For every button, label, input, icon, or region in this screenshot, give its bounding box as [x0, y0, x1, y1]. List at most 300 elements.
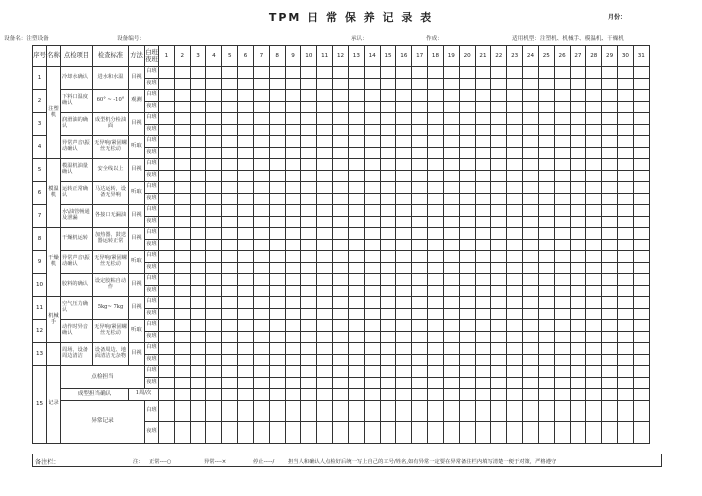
check-cell[interactable]: [206, 343, 222, 355]
check-cell[interactable]: [459, 285, 475, 297]
check-cell[interactable]: [380, 239, 396, 251]
check-cell[interactable]: [443, 124, 459, 136]
check-cell[interactable]: [443, 343, 459, 355]
check-cell[interactable]: [348, 343, 364, 355]
check-cell[interactable]: [301, 308, 317, 320]
check-cell[interactable]: [491, 78, 507, 90]
check-cell[interactable]: [538, 159, 554, 171]
check-cell[interactable]: [285, 193, 301, 205]
check-cell[interactable]: [206, 182, 222, 194]
check-cell[interactable]: [538, 113, 554, 125]
check-cell[interactable]: [222, 400, 238, 422]
check-cell[interactable]: [380, 159, 396, 171]
check-cell[interactable]: [618, 67, 634, 79]
check-cell[interactable]: [269, 216, 285, 228]
check-cell[interactable]: [317, 320, 333, 332]
check-cell[interactable]: [269, 377, 285, 389]
check-cell[interactable]: [238, 101, 254, 113]
check-cell[interactable]: [412, 124, 428, 136]
check-cell[interactable]: [507, 228, 523, 240]
check-cell[interactable]: [190, 343, 206, 355]
check-cell[interactable]: [523, 67, 539, 79]
check-cell[interactable]: [428, 422, 444, 444]
check-cell[interactable]: [222, 251, 238, 263]
check-cell[interactable]: [475, 239, 491, 251]
check-cell[interactable]: [602, 170, 618, 182]
check-cell[interactable]: [428, 159, 444, 171]
check-cell[interactable]: [159, 320, 175, 332]
check-cell[interactable]: [222, 113, 238, 125]
check-cell[interactable]: [317, 90, 333, 102]
check-cell[interactable]: [396, 205, 412, 217]
check-cell[interactable]: [538, 78, 554, 90]
check-cell[interactable]: [333, 285, 349, 297]
check-cell[interactable]: [159, 239, 175, 251]
check-cell[interactable]: [586, 422, 602, 444]
check-cell[interactable]: [602, 205, 618, 217]
check-cell[interactable]: [491, 239, 507, 251]
check-cell[interactable]: [269, 297, 285, 309]
check-cell[interactable]: [491, 193, 507, 205]
check-cell[interactable]: [428, 216, 444, 228]
check-cell[interactable]: [206, 239, 222, 251]
check-cell[interactable]: [538, 274, 554, 286]
check-cell[interactable]: [412, 67, 428, 79]
check-cell[interactable]: [428, 377, 444, 389]
check-cell[interactable]: [285, 331, 301, 343]
check-cell[interactable]: [633, 193, 649, 205]
check-cell[interactable]: [618, 159, 634, 171]
check-cell[interactable]: [443, 239, 459, 251]
check-cell[interactable]: [538, 389, 554, 401]
check-cell[interactable]: [412, 274, 428, 286]
check-cell[interactable]: [396, 400, 412, 422]
check-cell[interactable]: [301, 274, 317, 286]
check-cell[interactable]: [222, 389, 238, 401]
check-cell[interactable]: [396, 343, 412, 355]
check-cell[interactable]: [285, 297, 301, 309]
check-cell[interactable]: [364, 274, 380, 286]
check-cell[interactable]: [523, 422, 539, 444]
check-cell[interactable]: [285, 400, 301, 422]
check-cell[interactable]: [633, 159, 649, 171]
check-cell[interactable]: [396, 193, 412, 205]
check-cell[interactable]: [618, 331, 634, 343]
check-cell[interactable]: [253, 124, 269, 136]
check-cell[interactable]: [459, 170, 475, 182]
check-cell[interactable]: [459, 124, 475, 136]
check-cell[interactable]: [190, 239, 206, 251]
check-cell[interactable]: [538, 170, 554, 182]
check-cell[interactable]: [301, 251, 317, 263]
check-cell[interactable]: [301, 182, 317, 194]
check-cell[interactable]: [554, 101, 570, 113]
check-cell[interactable]: [538, 262, 554, 274]
check-cell[interactable]: [269, 67, 285, 79]
check-cell[interactable]: [618, 228, 634, 240]
check-cell[interactable]: [348, 366, 364, 378]
check-cell[interactable]: [570, 320, 586, 332]
check-cell[interactable]: [554, 136, 570, 148]
check-cell[interactable]: [253, 297, 269, 309]
check-cell[interactable]: [348, 297, 364, 309]
check-cell[interactable]: [159, 308, 175, 320]
check-cell[interactable]: [333, 262, 349, 274]
check-cell[interactable]: [380, 400, 396, 422]
check-cell[interactable]: [554, 308, 570, 320]
check-cell[interactable]: [396, 285, 412, 297]
check-cell[interactable]: [333, 274, 349, 286]
check-cell[interactable]: [507, 101, 523, 113]
check-cell[interactable]: [317, 366, 333, 378]
check-cell[interactable]: [285, 147, 301, 159]
check-cell[interactable]: [602, 67, 618, 79]
check-cell[interactable]: [333, 354, 349, 366]
check-cell[interactable]: [459, 297, 475, 309]
check-cell[interactable]: [586, 182, 602, 194]
check-cell[interactable]: [333, 90, 349, 102]
check-cell[interactable]: [412, 228, 428, 240]
check-cell[interactable]: [317, 147, 333, 159]
check-cell[interactable]: [348, 113, 364, 125]
check-cell[interactable]: [333, 251, 349, 263]
check-cell[interactable]: [396, 377, 412, 389]
check-cell[interactable]: [174, 308, 190, 320]
check-cell[interactable]: [570, 389, 586, 401]
check-cell[interactable]: [570, 90, 586, 102]
check-cell[interactable]: [364, 78, 380, 90]
check-cell[interactable]: [285, 228, 301, 240]
check-cell[interactable]: [396, 239, 412, 251]
check-cell[interactable]: [428, 320, 444, 332]
check-cell[interactable]: [190, 228, 206, 240]
check-cell[interactable]: [380, 147, 396, 159]
check-cell[interactable]: [491, 354, 507, 366]
check-cell[interactable]: [428, 251, 444, 263]
check-cell[interactable]: [443, 78, 459, 90]
check-cell[interactable]: [206, 113, 222, 125]
check-cell[interactable]: [190, 274, 206, 286]
check-cell[interactable]: [285, 285, 301, 297]
check-cell[interactable]: [348, 389, 364, 401]
check-cell[interactable]: [602, 113, 618, 125]
check-cell[interactable]: [238, 170, 254, 182]
check-cell[interactable]: [633, 205, 649, 217]
check-cell[interactable]: [317, 193, 333, 205]
check-cell[interactable]: [538, 422, 554, 444]
check-cell[interactable]: [238, 297, 254, 309]
check-cell[interactable]: [618, 262, 634, 274]
check-cell[interactable]: [523, 182, 539, 194]
check-cell[interactable]: [380, 113, 396, 125]
check-cell[interactable]: [159, 389, 175, 401]
check-cell[interactable]: [507, 147, 523, 159]
check-cell[interactable]: [586, 147, 602, 159]
check-cell[interactable]: [333, 124, 349, 136]
check-cell[interactable]: [491, 113, 507, 125]
check-cell[interactable]: [396, 124, 412, 136]
check-cell[interactable]: [159, 78, 175, 90]
check-cell[interactable]: [586, 67, 602, 79]
check-cell[interactable]: [301, 205, 317, 217]
check-cell[interactable]: [190, 389, 206, 401]
check-cell[interactable]: [428, 67, 444, 79]
check-cell[interactable]: [269, 366, 285, 378]
check-cell[interactable]: [538, 136, 554, 148]
check-cell[interactable]: [602, 400, 618, 422]
check-cell[interactable]: [317, 377, 333, 389]
check-cell[interactable]: [586, 274, 602, 286]
check-cell[interactable]: [301, 193, 317, 205]
check-cell[interactable]: [174, 251, 190, 263]
check-cell[interactable]: [523, 170, 539, 182]
check-cell[interactable]: [285, 422, 301, 444]
check-cell[interactable]: [269, 136, 285, 148]
check-cell[interactable]: [190, 297, 206, 309]
check-cell[interactable]: [443, 205, 459, 217]
check-cell[interactable]: [269, 400, 285, 422]
check-cell[interactable]: [333, 159, 349, 171]
check-cell[interactable]: [222, 78, 238, 90]
check-cell[interactable]: [570, 147, 586, 159]
check-cell[interactable]: [190, 113, 206, 125]
check-cell[interactable]: [475, 205, 491, 217]
check-cell[interactable]: [269, 101, 285, 113]
check-cell[interactable]: [206, 285, 222, 297]
check-cell[interactable]: [554, 67, 570, 79]
check-cell[interactable]: [238, 228, 254, 240]
check-cell[interactable]: [348, 262, 364, 274]
check-cell[interactable]: [253, 274, 269, 286]
check-cell[interactable]: [475, 400, 491, 422]
check-cell[interactable]: [190, 354, 206, 366]
check-cell[interactable]: [174, 67, 190, 79]
check-cell[interactable]: [523, 274, 539, 286]
check-cell[interactable]: [618, 354, 634, 366]
check-cell[interactable]: [222, 343, 238, 355]
check-cell[interactable]: [317, 389, 333, 401]
check-cell[interactable]: [285, 136, 301, 148]
check-cell[interactable]: [253, 422, 269, 444]
check-cell[interactable]: [428, 297, 444, 309]
check-cell[interactable]: [618, 400, 634, 422]
check-cell[interactable]: [570, 239, 586, 251]
check-cell[interactable]: [159, 182, 175, 194]
check-cell[interactable]: [538, 182, 554, 194]
check-cell[interactable]: [633, 354, 649, 366]
check-cell[interactable]: [253, 216, 269, 228]
check-cell[interactable]: [538, 101, 554, 113]
check-cell[interactable]: [523, 366, 539, 378]
check-cell[interactable]: [174, 90, 190, 102]
check-cell[interactable]: [269, 343, 285, 355]
check-cell[interactable]: [253, 90, 269, 102]
check-cell[interactable]: [443, 262, 459, 274]
check-cell[interactable]: [269, 320, 285, 332]
check-cell[interactable]: [222, 422, 238, 444]
check-cell[interactable]: [222, 124, 238, 136]
check-cell[interactable]: [491, 205, 507, 217]
check-cell[interactable]: [190, 216, 206, 228]
check-cell[interactable]: [491, 124, 507, 136]
check-cell[interactable]: [570, 67, 586, 79]
check-cell[interactable]: [269, 251, 285, 263]
check-cell[interactable]: [396, 78, 412, 90]
check-cell[interactable]: [618, 136, 634, 148]
check-cell[interactable]: [618, 320, 634, 332]
check-cell[interactable]: [554, 389, 570, 401]
check-cell[interactable]: [443, 354, 459, 366]
check-cell[interactable]: [586, 308, 602, 320]
check-cell[interactable]: [475, 101, 491, 113]
check-cell[interactable]: [333, 193, 349, 205]
check-cell[interactable]: [618, 170, 634, 182]
check-cell[interactable]: [554, 343, 570, 355]
check-cell[interactable]: [428, 285, 444, 297]
check-cell[interactable]: [222, 354, 238, 366]
check-cell[interactable]: [443, 251, 459, 263]
check-cell[interactable]: [333, 216, 349, 228]
check-cell[interactable]: [570, 182, 586, 194]
check-cell[interactable]: [222, 182, 238, 194]
check-cell[interactable]: [633, 262, 649, 274]
check-cell[interactable]: [507, 308, 523, 320]
check-cell[interactable]: [412, 297, 428, 309]
check-cell[interactable]: [459, 113, 475, 125]
check-cell[interactable]: [269, 170, 285, 182]
check-cell[interactable]: [538, 343, 554, 355]
check-cell[interactable]: [633, 274, 649, 286]
check-cell[interactable]: [602, 389, 618, 401]
check-cell[interactable]: [238, 366, 254, 378]
check-cell[interactable]: [174, 354, 190, 366]
check-cell[interactable]: [348, 285, 364, 297]
check-cell[interactable]: [301, 170, 317, 182]
check-cell[interactable]: [491, 147, 507, 159]
check-cell[interactable]: [523, 159, 539, 171]
check-cell[interactable]: [174, 320, 190, 332]
check-cell[interactable]: [269, 193, 285, 205]
check-cell[interactable]: [348, 170, 364, 182]
check-cell[interactable]: [190, 159, 206, 171]
check-cell[interactable]: [459, 389, 475, 401]
check-cell[interactable]: [475, 274, 491, 286]
check-cell[interactable]: [222, 170, 238, 182]
check-cell[interactable]: [507, 182, 523, 194]
check-cell[interactable]: [159, 400, 175, 422]
check-cell[interactable]: [428, 193, 444, 205]
check-cell[interactable]: [475, 251, 491, 263]
check-cell[interactable]: [554, 320, 570, 332]
check-cell[interactable]: [301, 124, 317, 136]
check-cell[interactable]: [396, 216, 412, 228]
check-cell[interactable]: [348, 124, 364, 136]
check-cell[interactable]: [633, 170, 649, 182]
check-cell[interactable]: [459, 354, 475, 366]
check-cell[interactable]: [301, 377, 317, 389]
check-cell[interactable]: [459, 101, 475, 113]
check-cell[interactable]: [174, 216, 190, 228]
check-cell[interactable]: [538, 228, 554, 240]
check-cell[interactable]: [443, 366, 459, 378]
check-cell[interactable]: [269, 113, 285, 125]
check-cell[interactable]: [428, 90, 444, 102]
check-cell[interactable]: [618, 147, 634, 159]
check-cell[interactable]: [586, 216, 602, 228]
check-cell[interactable]: [412, 159, 428, 171]
check-cell[interactable]: [174, 124, 190, 136]
check-cell[interactable]: [317, 101, 333, 113]
check-cell[interactable]: [412, 354, 428, 366]
check-cell[interactable]: [507, 262, 523, 274]
check-cell[interactable]: [443, 113, 459, 125]
check-cell[interactable]: [364, 285, 380, 297]
check-cell[interactable]: [348, 228, 364, 240]
check-cell[interactable]: [238, 67, 254, 79]
check-cell[interactable]: [285, 377, 301, 389]
check-cell[interactable]: [238, 147, 254, 159]
check-cell[interactable]: [380, 90, 396, 102]
check-cell[interactable]: [364, 113, 380, 125]
check-cell[interactable]: [159, 216, 175, 228]
check-cell[interactable]: [222, 262, 238, 274]
check-cell[interactable]: [602, 101, 618, 113]
check-cell[interactable]: [491, 90, 507, 102]
check-cell[interactable]: [238, 320, 254, 332]
check-cell[interactable]: [412, 205, 428, 217]
check-cell[interactable]: [380, 170, 396, 182]
check-cell[interactable]: [618, 182, 634, 194]
check-cell[interactable]: [523, 308, 539, 320]
check-cell[interactable]: [602, 147, 618, 159]
check-cell[interactable]: [206, 366, 222, 378]
check-cell[interactable]: [253, 205, 269, 217]
check-cell[interactable]: [364, 422, 380, 444]
check-cell[interactable]: [523, 147, 539, 159]
check-cell[interactable]: [554, 113, 570, 125]
check-cell[interactable]: [222, 377, 238, 389]
check-cell[interactable]: [301, 228, 317, 240]
check-cell[interactable]: [253, 400, 269, 422]
check-cell[interactable]: [317, 136, 333, 148]
check-cell[interactable]: [538, 193, 554, 205]
check-cell[interactable]: [602, 422, 618, 444]
check-cell[interactable]: [206, 90, 222, 102]
check-cell[interactable]: [317, 331, 333, 343]
check-cell[interactable]: [269, 262, 285, 274]
check-cell[interactable]: [633, 67, 649, 79]
check-cell[interactable]: [523, 377, 539, 389]
check-cell[interactable]: [253, 113, 269, 125]
check-cell[interactable]: [491, 159, 507, 171]
check-cell[interactable]: [475, 308, 491, 320]
check-cell[interactable]: [238, 124, 254, 136]
check-cell[interactable]: [475, 320, 491, 332]
check-cell[interactable]: [396, 297, 412, 309]
check-cell[interactable]: [190, 331, 206, 343]
check-cell[interactable]: [602, 159, 618, 171]
check-cell[interactable]: [206, 377, 222, 389]
check-cell[interactable]: [523, 343, 539, 355]
check-cell[interactable]: [348, 193, 364, 205]
check-cell[interactable]: [443, 90, 459, 102]
check-cell[interactable]: [253, 377, 269, 389]
check-cell[interactable]: [174, 170, 190, 182]
check-cell[interactable]: [538, 320, 554, 332]
check-cell[interactable]: [348, 239, 364, 251]
check-cell[interactable]: [428, 228, 444, 240]
check-cell[interactable]: [396, 366, 412, 378]
